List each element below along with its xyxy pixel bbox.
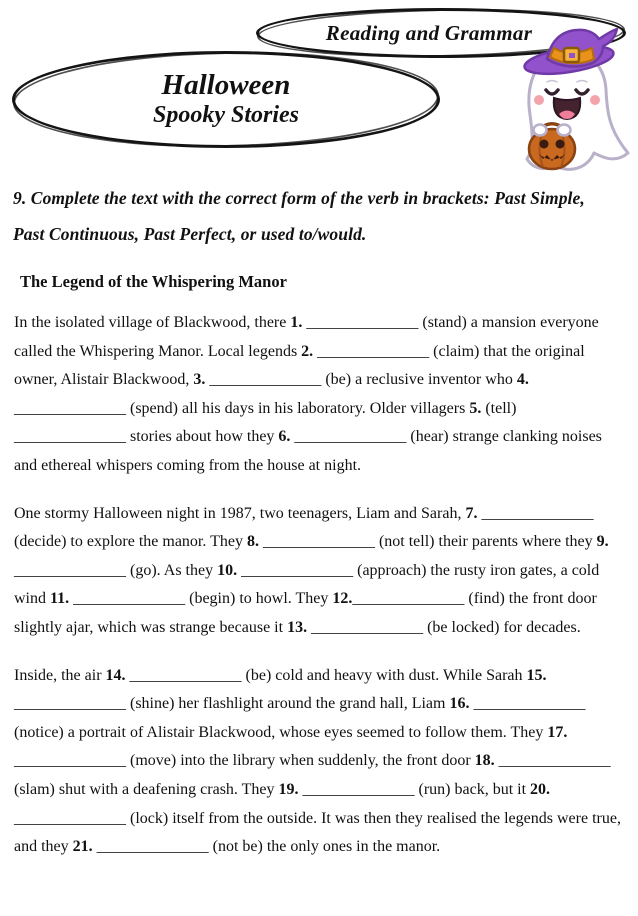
blank-number: 11. (50, 590, 70, 608)
story-text: ______________ (be locked) for decades. (307, 618, 581, 636)
worksheet-subtitle: Spooky Stories (152, 101, 299, 128)
story-text: ______________ (not tell) their parents where they (258, 533, 597, 551)
story-text: ______________ (approach) the rusty iron gates, a cold wind (14, 561, 600, 608)
story-text: One stormy Halloween night in 1987, two teenagers, Liam and Sarah, (14, 504, 466, 522)
blank-number: 12. (332, 590, 353, 608)
blank-number: 21. (72, 838, 93, 856)
blank-number: 18. (474, 752, 495, 770)
story-text: ______________ (shine) her flashlight around the grand hall, Liam (14, 695, 450, 713)
story-text: (tell) ______________ stories about how they (14, 399, 517, 446)
badge-reading-and-grammar-label: Reading and Grammar (325, 20, 533, 45)
blank-number: 7. (465, 504, 478, 522)
worksheet-header (0, 0, 638, 176)
story-text: ______________ (stand) a mansion everyone called the Whispering Manor. Local legends (14, 314, 599, 360)
story-title: The Legend of the Whispering Manor (20, 272, 287, 291)
blank-number: 1. (290, 314, 303, 331)
blank-number: 20. (530, 780, 551, 798)
story-text: ______________ (claim) that the original owner, Alistair Blackwood, (14, 342, 585, 389)
story-text: ______________ (hear) strange clanking noises and ethereal whispers coming from the house at night. (14, 428, 602, 474)
story-text: ______________ (not be) the only ones in the manor. (92, 838, 441, 856)
story-text: ______________ (spend) all his days in his laboratory. Older villagers (14, 399, 470, 417)
blank-number: 13. (287, 618, 308, 636)
blank-number: 3. (193, 371, 206, 389)
blank-number: 16. (449, 695, 470, 713)
blank-number: 9. (596, 533, 609, 551)
blank-number: 19. (278, 780, 299, 798)
story-text: ______________ (run) back, but it (298, 780, 531, 798)
story-text: Inside, the air (14, 666, 106, 684)
badge-halloween-title (12, 51, 440, 148)
story-text: ______________ (move) into the library when suddenly, the front door (14, 752, 475, 770)
blank-number: 6. (278, 428, 291, 446)
blank-number: 8. (246, 533, 259, 551)
exercise-instruction: 9. Complete the text with the correct form of the verb in brackets: Past Simple, Past Continuous, Past Perfect, or used to/would. (13, 188, 585, 244)
story-body (14, 309, 622, 862)
blank-number: 5. (469, 399, 482, 417)
story-paragraph-3 (14, 662, 622, 862)
story-text: ______________ (slam) shut with a deafening crash. They (14, 752, 611, 798)
blank-number: 10. (217, 561, 238, 579)
story-text: ______________ (lock) itself from the outside. It was then they realised the legends were true, and they (14, 809, 621, 856)
worksheet-title: Halloween (161, 68, 291, 101)
ghost-witch-hat-pumpkin-icon (503, 26, 637, 178)
blank-number: 17. (547, 723, 568, 741)
story-text: ______________ (decide) to explore the manor. They (14, 504, 594, 551)
story-text: ______________ (notice) a portrait of Alistair Blackwood, whose eyes seemed to follow them. They (14, 695, 586, 741)
story-paragraph-2 (14, 500, 622, 643)
story-text: ______________ (go). As they (14, 561, 218, 579)
story-text: ______________ (find) the front door slightly ajar, which was strange because it (14, 590, 597, 636)
blank-number: 2. (301, 342, 314, 360)
story-text: ______________ (be) a reclusive inventor who (205, 371, 517, 389)
blank-number: 4. (516, 371, 529, 389)
blank-number: 15. (526, 666, 547, 684)
story-paragraph-1 (14, 309, 622, 481)
story-text: ______________ (be) cold and heavy with dust. While Sarah (125, 666, 527, 684)
story-text: In the isolated village of Blackwood, there (14, 314, 291, 331)
story-text: ______________ (begin) to howl. They (69, 590, 333, 608)
blank-number: 14. (105, 666, 126, 684)
